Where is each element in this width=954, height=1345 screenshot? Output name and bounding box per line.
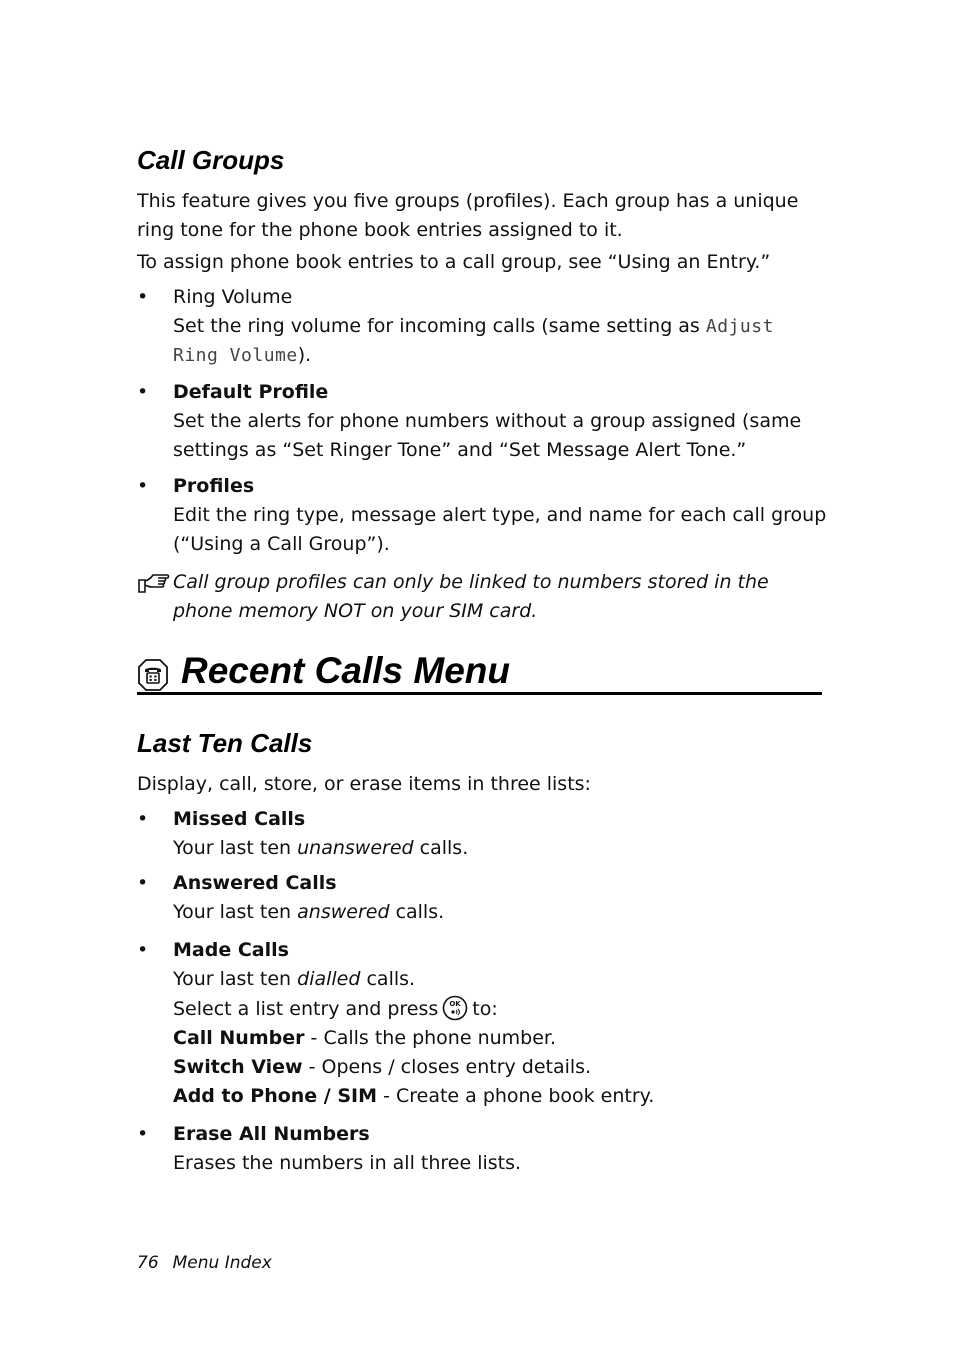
note-line2: phone memory NOT on your SIM card.: [173, 600, 538, 622]
option-desc: - Calls the phone number.: [310, 1027, 557, 1049]
lcd-text-ring-volume: Ring Volume: [173, 345, 298, 366]
profiles-desc-line2: (“Using a Call Group”).: [173, 533, 390, 555]
profiles-desc-line1: Edit the ring type, message alert type, and name for each call group: [173, 504, 827, 526]
missed-desc-em: unanswered: [297, 837, 414, 859]
bullet-default-profile: [137, 378, 827, 465]
bullet-dot: •: [137, 939, 149, 961]
option-desc: - Create a phone book entry.: [383, 1085, 655, 1107]
made-desc-suffix: calls.: [366, 968, 416, 990]
ring-volume-desc-suffix: ).: [297, 344, 312, 366]
bullet-dot: •: [137, 872, 149, 894]
call-groups-assign-text: To assign phone book entries to a call group, see “Using an Entry.”: [137, 251, 771, 273]
ring-volume-desc-text: Set the ring volume for incoming calls (same setting as: [173, 315, 700, 337]
option-desc: - Opens / closes entry details.: [308, 1056, 592, 1078]
missed-calls-title: Missed Calls: [173, 808, 306, 830]
phone-icon: [137, 658, 169, 692]
made-calls-select-instruction: [173, 995, 827, 1024]
bullet-erase-all-numbers: [137, 1120, 827, 1178]
answered-desc-prefix: Your last ten: [173, 901, 292, 923]
erase-all-numbers-desc: Erases the numbers in all three lists.: [173, 1152, 522, 1174]
ok-key-icon: [442, 995, 468, 1021]
recent-calls-menu-heading-bar: [137, 648, 822, 695]
bullet-dot: •: [137, 808, 149, 830]
bullet-answered-calls: [137, 869, 827, 927]
call-groups-intro-line2: ring tone for the phone book entries assigned to it.: [137, 219, 623, 241]
bullet-dot: •: [137, 381, 149, 403]
bullet-profiles: [137, 472, 827, 559]
bullet-made-calls: [137, 936, 827, 1111]
bullet-dot: •: [137, 1123, 149, 1145]
option-add-to-phone-sim: [173, 1082, 827, 1111]
page-number: 76: [137, 1253, 159, 1273]
call-groups-intro-line1: This feature gives you five groups (profiles). Each group has a unique: [137, 190, 799, 212]
made-calls-desc: [173, 965, 827, 994]
option-switch-view: [173, 1053, 827, 1082]
answered-calls-title: Answered Calls: [173, 872, 337, 894]
call-groups-intro: [137, 187, 827, 245]
option-name: Call Number: [173, 1027, 305, 1049]
bullet-missed-calls: [137, 805, 827, 863]
pointing-hand-icon: [137, 570, 171, 596]
default-profile-title: Default Profile: [173, 381, 329, 403]
option-name: Add to Phone / SIM: [173, 1085, 378, 1107]
default-profile-desc-line1: Set the alerts for phone numbers without a group assigned (same: [173, 410, 802, 432]
made-desc-em: dialled: [297, 968, 361, 990]
page-footer: [137, 1251, 272, 1275]
missed-desc-suffix: calls.: [419, 837, 469, 859]
ring-volume-desc-cont: [173, 341, 827, 370]
answered-desc-suffix: calls.: [395, 901, 445, 923]
call-group-note: [137, 568, 837, 626]
default-profile-desc-line2: settings as “Set Ringer Tone” and “Set Message Alert Tone.”: [173, 439, 747, 461]
profiles-title: Profiles: [173, 475, 255, 497]
call-groups-heading: Call Groups: [137, 145, 285, 175]
made-desc-prefix: Your last ten: [173, 968, 292, 990]
last-ten-calls-heading: Last Ten Calls: [137, 728, 313, 758]
option-call-number: [173, 1024, 827, 1053]
bullet-dot: •: [137, 475, 149, 497]
lcd-text-adjust: Adjust: [705, 316, 774, 337]
last-ten-calls-intro: Display, call, store, or erase items in three lists:: [137, 773, 591, 795]
ok-key-label: OK: [449, 1000, 461, 1008]
bullet-ring-volume: [137, 283, 827, 370]
missed-desc-prefix: Your last ten: [173, 837, 292, 859]
answered-calls-desc: [173, 898, 827, 927]
select-prefix: Select a list entry and press: [173, 998, 439, 1020]
note-line1: Call group profiles can only be linked to numbers stored in the: [173, 571, 769, 593]
option-name: Switch View: [173, 1056, 303, 1078]
missed-calls-desc: [173, 834, 827, 863]
ring-volume-title: Ring Volume: [173, 286, 293, 308]
recent-calls-menu-title: Recent Calls Menu: [181, 650, 510, 691]
bullet-dot: •: [137, 286, 149, 308]
answered-desc-em: answered: [297, 901, 390, 923]
footer-section: Menu Index: [172, 1253, 272, 1273]
made-calls-title: Made Calls: [173, 939, 289, 961]
erase-all-numbers-title: Erase All Numbers: [173, 1123, 370, 1145]
ring-volume-desc: [173, 312, 827, 341]
select-suffix: to:: [472, 998, 498, 1020]
